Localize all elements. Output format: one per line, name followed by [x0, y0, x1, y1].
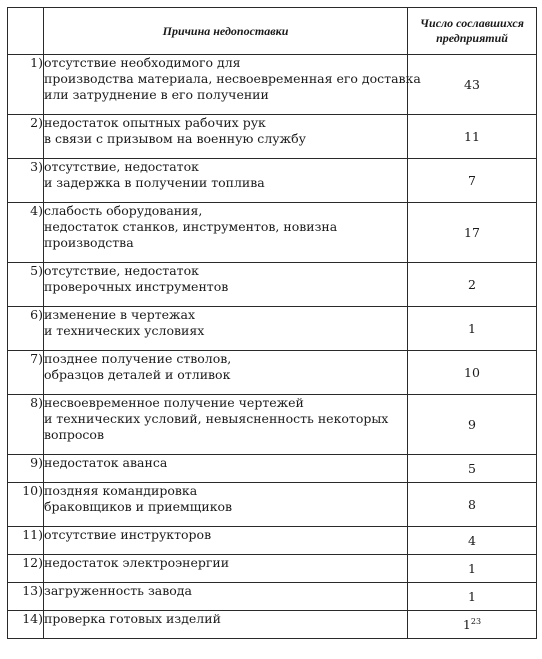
table-row [8, 455, 537, 483]
row-count [408, 455, 537, 483]
row-count [408, 203, 537, 263]
row-count [408, 159, 537, 203]
table-row [8, 55, 537, 115]
row-number: 3) [8, 159, 44, 203]
count-value: 1 [462, 616, 471, 632]
row-reason [44, 611, 408, 639]
row-count [408, 55, 537, 115]
reason-line: отсутствие необходимого для [44, 55, 241, 70]
row-count [408, 483, 537, 527]
row-reason [44, 55, 421, 115]
row-reason [44, 455, 408, 483]
table-row [8, 527, 537, 555]
count-value: 7 [468, 172, 476, 188]
row-reason [44, 555, 408, 583]
reason-line: недостаток опытных рабочих рук [44, 115, 266, 130]
row-number: 12) [8, 555, 44, 583]
row-number: 4) [8, 203, 44, 263]
count-value: 11 [464, 128, 480, 144]
row-count [408, 583, 537, 611]
row-reason [44, 203, 408, 263]
table-row [8, 611, 537, 639]
reason-line: производства [44, 235, 134, 250]
reason-line: вопросов [44, 427, 104, 442]
count-value: 17 [464, 224, 480, 240]
count-value: 5 [468, 460, 476, 476]
reason-line: в связи с призывом на военную службу [44, 131, 306, 146]
row-count [408, 395, 537, 455]
reason-line: и задержка в получении топлива [44, 175, 265, 190]
count-value: 2 [468, 276, 476, 292]
row-number: 2) [8, 115, 44, 159]
reason-line: производства материала, несвоевременная его доставка [44, 71, 421, 86]
row-number: 1) [8, 55, 44, 115]
row-count [408, 611, 537, 639]
header-row [8, 8, 537, 55]
reason-line: позднее получение стволов, [44, 351, 232, 366]
reason-line: проверочных инструментов [44, 279, 229, 294]
count-value: 8 [468, 496, 476, 512]
row-number: 8) [8, 395, 44, 455]
row-count [408, 351, 537, 395]
row-number: 5) [8, 263, 44, 307]
reason-line: отсутствие, недостаток [44, 263, 199, 278]
count-value: 1 [468, 320, 476, 336]
row-count [408, 263, 537, 307]
row-reason [44, 395, 408, 455]
row-reason [44, 263, 408, 307]
header-count [408, 8, 537, 55]
reason-line: изменение в чертежах [44, 307, 196, 322]
row-reason [44, 307, 408, 351]
reason-line: несвоевременное получение чертежей [44, 395, 304, 410]
count-value: 9 [468, 416, 476, 432]
row-reason [44, 483, 408, 527]
table-row [8, 583, 537, 611]
row-number: 10) [8, 483, 44, 527]
reason-line: загруженность завода [44, 583, 192, 598]
count-value: 10 [464, 364, 480, 380]
row-reason [44, 351, 408, 395]
reason-line: и технических условий, невыясненность некоторых [44, 411, 389, 426]
reason-line: недостаток аванса [44, 455, 168, 470]
reason-line: слабость оборудования, [44, 203, 203, 218]
reason-line: отсутствие инструкторов [44, 527, 212, 542]
reason-line: проверка готовых изделий [44, 611, 221, 626]
table-row [8, 555, 537, 583]
footnote-marker: 23 [470, 616, 482, 626]
row-number: 6) [8, 307, 44, 351]
row-count [408, 115, 537, 159]
row-number: 9) [8, 455, 44, 483]
row-reason [44, 583, 408, 611]
table-row [8, 395, 537, 455]
row-reason [44, 159, 408, 203]
reason-line: недостаток электроэнергии [44, 555, 230, 570]
count-value: 1 [468, 560, 476, 576]
table-row [8, 483, 537, 527]
count-value: 43 [464, 76, 480, 92]
table-row [8, 203, 537, 263]
reason-line: или затруднение в его получении [44, 87, 269, 102]
row-count [408, 307, 537, 351]
table-row [8, 159, 537, 203]
header-count-label: Число сославшихся предприятий [420, 16, 524, 45]
row-number: 11) [8, 527, 44, 555]
table-row [8, 115, 537, 159]
reason-line: браковщиков и приемщиков [44, 499, 233, 514]
row-number: 14) [8, 611, 44, 639]
row-number: 13) [8, 583, 44, 611]
count-value: 1 [468, 588, 476, 604]
reason-line: и технических условиях [44, 323, 205, 338]
reason-line: образцов деталей и отливок [44, 367, 231, 382]
row-count [408, 555, 537, 583]
header-number [8, 8, 44, 55]
row-reason [44, 527, 408, 555]
row-number: 7) [8, 351, 44, 395]
reason-line: недостаток станков, инструментов, новизна [44, 219, 338, 234]
table-row [8, 307, 537, 351]
reason-line: отсутствие, недостаток [44, 159, 199, 174]
table-row [8, 263, 537, 307]
table-row [8, 351, 537, 395]
header-reason: Причина недопоставки [44, 8, 408, 55]
reason-line: поздняя командировка [44, 483, 198, 498]
count-value: 4 [468, 532, 476, 548]
row-count [408, 527, 537, 555]
row-reason [44, 115, 408, 159]
reasons-table [7, 7, 537, 639]
